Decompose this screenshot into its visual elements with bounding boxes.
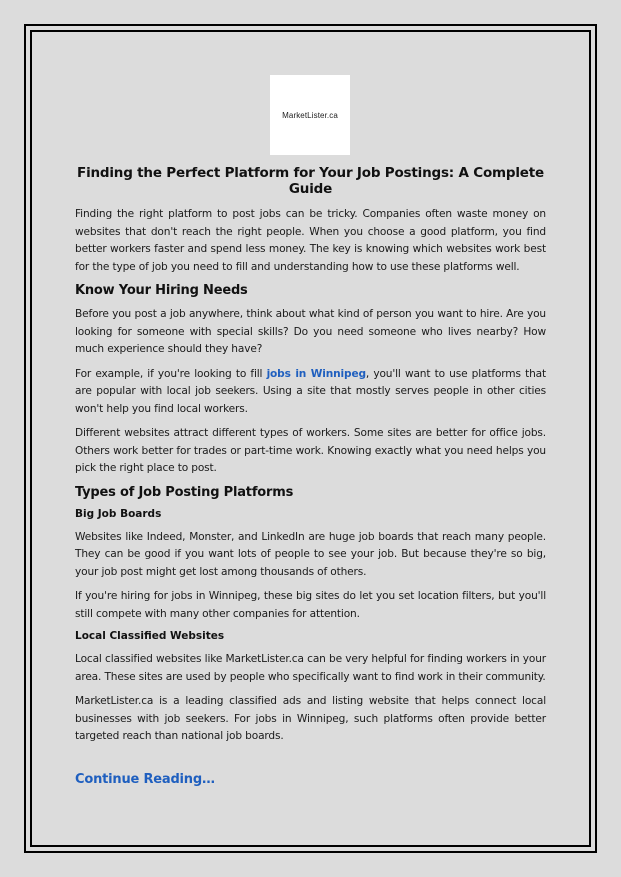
subheading-local-classifieds: Local Classified Websites [75, 630, 225, 642]
paragraph-text: For example, if you're looking to fill [75, 367, 267, 380]
logo-text: MarketLister.ca [282, 110, 338, 120]
paragraph-text: , you'll want to use platforms that are popular with local job seekers. Using a site that mostly serves people in other cities won't help you find local workers. [75, 367, 546, 415]
local-classifieds-paragraph-1: Local classified websites like MarketLister.ca can be very helpful for finding workers in your area. These sites are used by people who specifically want to find work in their community. [75, 653, 546, 683]
article-title: Finding the Perfect Platform for Your Job Postings: A Complete Guide [77, 165, 544, 197]
hiring-needs-paragraph-2 [75, 366, 546, 419]
section-heading-platform-types: Types of Job Posting Platforms [75, 484, 294, 500]
article-content [75, 165, 546, 753]
section-heading-hiring-needs: Know Your Hiring Needs [75, 283, 248, 298]
big-job-boards-paragraph-2: If you're hiring for jobs in Winnipeg, these big sites do let you set location filters, but you'll still compete with many other companies for attention. [75, 590, 546, 620]
hiring-needs-paragraph-3: Different websites attract different types of workers. Some sites are better for office jobs. Others work better for trades or part-time work. Knowing exactly what you need helps you pick the right place to post. [75, 427, 546, 474]
intro-paragraph: Finding the right platform to post jobs can be tricky. Companies often waste money on websites that don't reach the right people. When you choose a good platform, you find better workers faster and spend less money. The key is knowing which websites work best for the type of job you need to fill and understanding how to use these platforms well. [75, 208, 546, 273]
continue-reading-link[interactable]: Continue Reading… [75, 772, 215, 787]
hiring-needs-paragraph-1: Before you post a job anywhere, think about what kind of person you want to hire. Are you looking for someone with special skills? Do you need someone who lives nearby? How much experience should they have? [75, 308, 546, 355]
document-page [32, 32, 589, 845]
local-classifieds-paragraph-2: MarketLister.ca is a leading classified ads and listing website that helps connect local businesses with job seekers. For jobs in Winnipeg, such platforms often provide better targeted reach than national job boards. [75, 695, 546, 742]
logo [270, 75, 350, 155]
big-job-boards-paragraph-1: Websites like Indeed, Monster, and LinkedIn are huge job boards that reach many people. They can be good if you want lots of people to see your job. But because they're so big, your job post might get lost among thousands of others. [75, 530, 546, 578]
jobs-in-winnipeg-link[interactable]: jobs in Winnipeg [266, 367, 366, 380]
subheading-big-job-boards: Big Job Boards [75, 507, 162, 520]
